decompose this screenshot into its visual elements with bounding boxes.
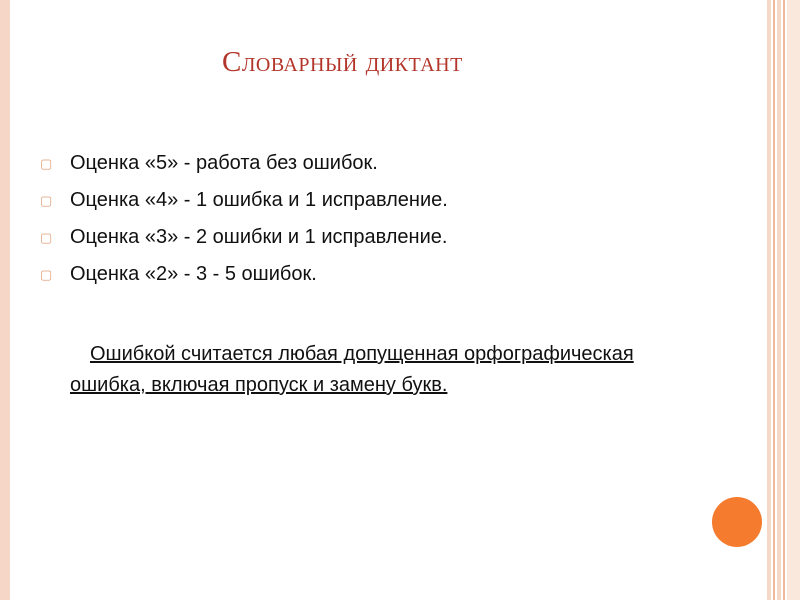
list-item bbox=[40, 182, 448, 219]
right-frame-stripes bbox=[767, 0, 800, 600]
bullet-square-icon: ▢ bbox=[40, 156, 53, 171]
bullet-square-icon: ▢ bbox=[40, 267, 53, 282]
list-item-text: Оценка «3» - 2 ошибки и 1 исправление. bbox=[70, 226, 448, 248]
bullet-square-icon: ▢ bbox=[40, 230, 53, 245]
list-item-text: Оценка «5» - работа без ошибок. bbox=[70, 152, 378, 174]
frame-stripe bbox=[783, 0, 785, 600]
list-item bbox=[40, 145, 448, 182]
frame-stripe bbox=[787, 0, 800, 600]
list-item-text: Оценка «2» - 3 - 5 ошибок. bbox=[70, 263, 317, 285]
frame-stripe bbox=[767, 0, 771, 600]
grading-list bbox=[40, 145, 448, 293]
frame-stripe bbox=[773, 0, 775, 600]
error-definition-note: Ошибкой считается любая допущенная орфографическая ошибка, включая пропуск и замену букв. bbox=[70, 343, 634, 396]
slide-title: Словарный диктант bbox=[222, 46, 463, 78]
list-item-text: Оценка «4» - 1 ошибка и 1 исправление. bbox=[70, 189, 448, 211]
frame-stripe bbox=[777, 0, 781, 600]
orange-circle-decoration bbox=[712, 497, 762, 547]
left-frame-stripe bbox=[0, 0, 10, 600]
bullet-square-icon: ▢ bbox=[40, 193, 53, 208]
list-item bbox=[40, 256, 448, 293]
list-item bbox=[40, 219, 448, 256]
